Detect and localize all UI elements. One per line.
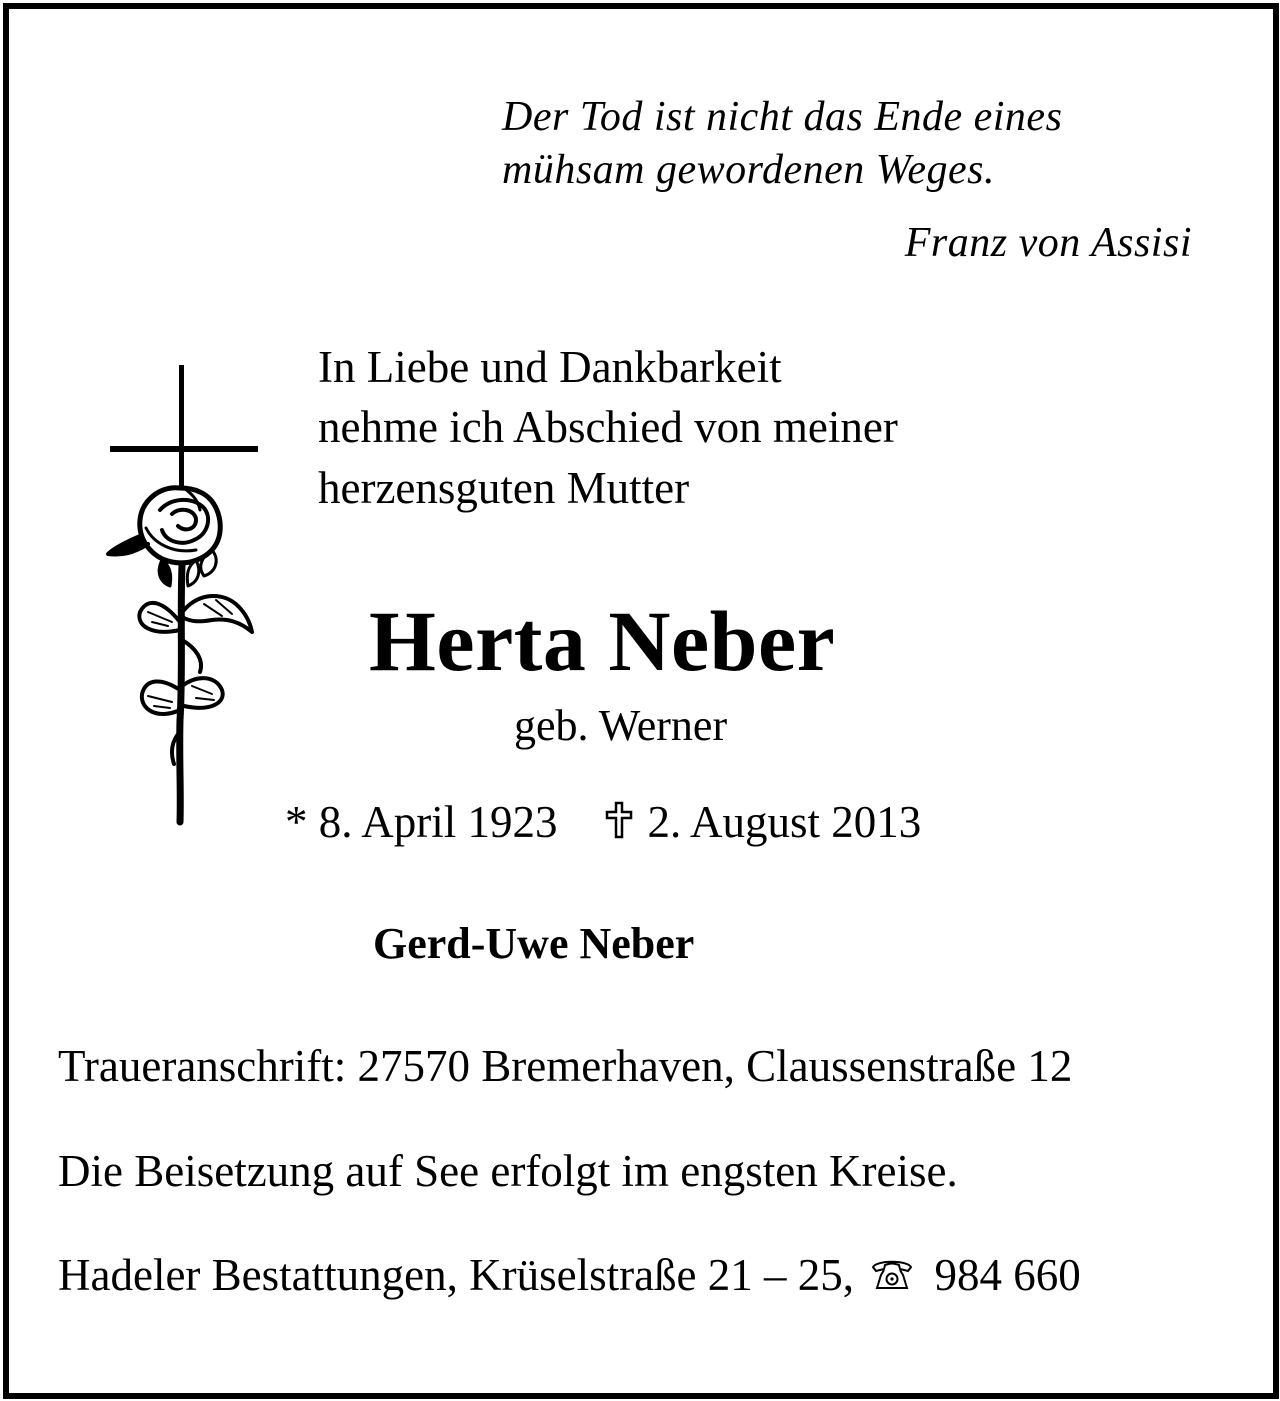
quote-line-2: mühsam gewordenen Weges. xyxy=(502,147,995,193)
mourning-address: Traueranschrift: 27570 Bremerhaven, Claussenstraße 12 xyxy=(58,1041,1073,1091)
death-date: 2. August 2013 xyxy=(647,797,922,847)
telephone-icon xyxy=(869,1257,915,1291)
maiden-name: geb. Werner xyxy=(514,701,728,750)
latin-cross-icon xyxy=(604,801,634,839)
rose-icon xyxy=(108,488,252,822)
intro-line-3: herzensguten Mutter xyxy=(318,463,690,513)
deceased-name: Herta Neber xyxy=(369,593,836,689)
cross-icon xyxy=(110,365,258,500)
life-dates xyxy=(285,797,922,847)
undertaker-line xyxy=(58,1250,1081,1300)
cross-with-rose-icon xyxy=(100,360,260,830)
quote-author: Franz von Assisi xyxy=(904,220,1192,266)
intro-line-1: In Liebe und Dankbarkeit xyxy=(318,342,782,392)
intro-line-2: nehme ich Abschied von meiner xyxy=(318,402,898,452)
burial-note: Die Beisetzung auf See erfolgt im engsten Kreise. xyxy=(58,1146,958,1196)
phone-number: 984 660 xyxy=(934,1250,1081,1300)
mourner-name: Gerd-Uwe Neber xyxy=(373,919,695,968)
birth-date: * 8. April 1923 xyxy=(285,797,558,847)
quote-line-1: Der Tod ist nicht das Ende eines xyxy=(502,94,1063,140)
undertaker-name-address: Hadeler Bestattungen, Krüselstraße 21 – 25, xyxy=(58,1250,855,1300)
